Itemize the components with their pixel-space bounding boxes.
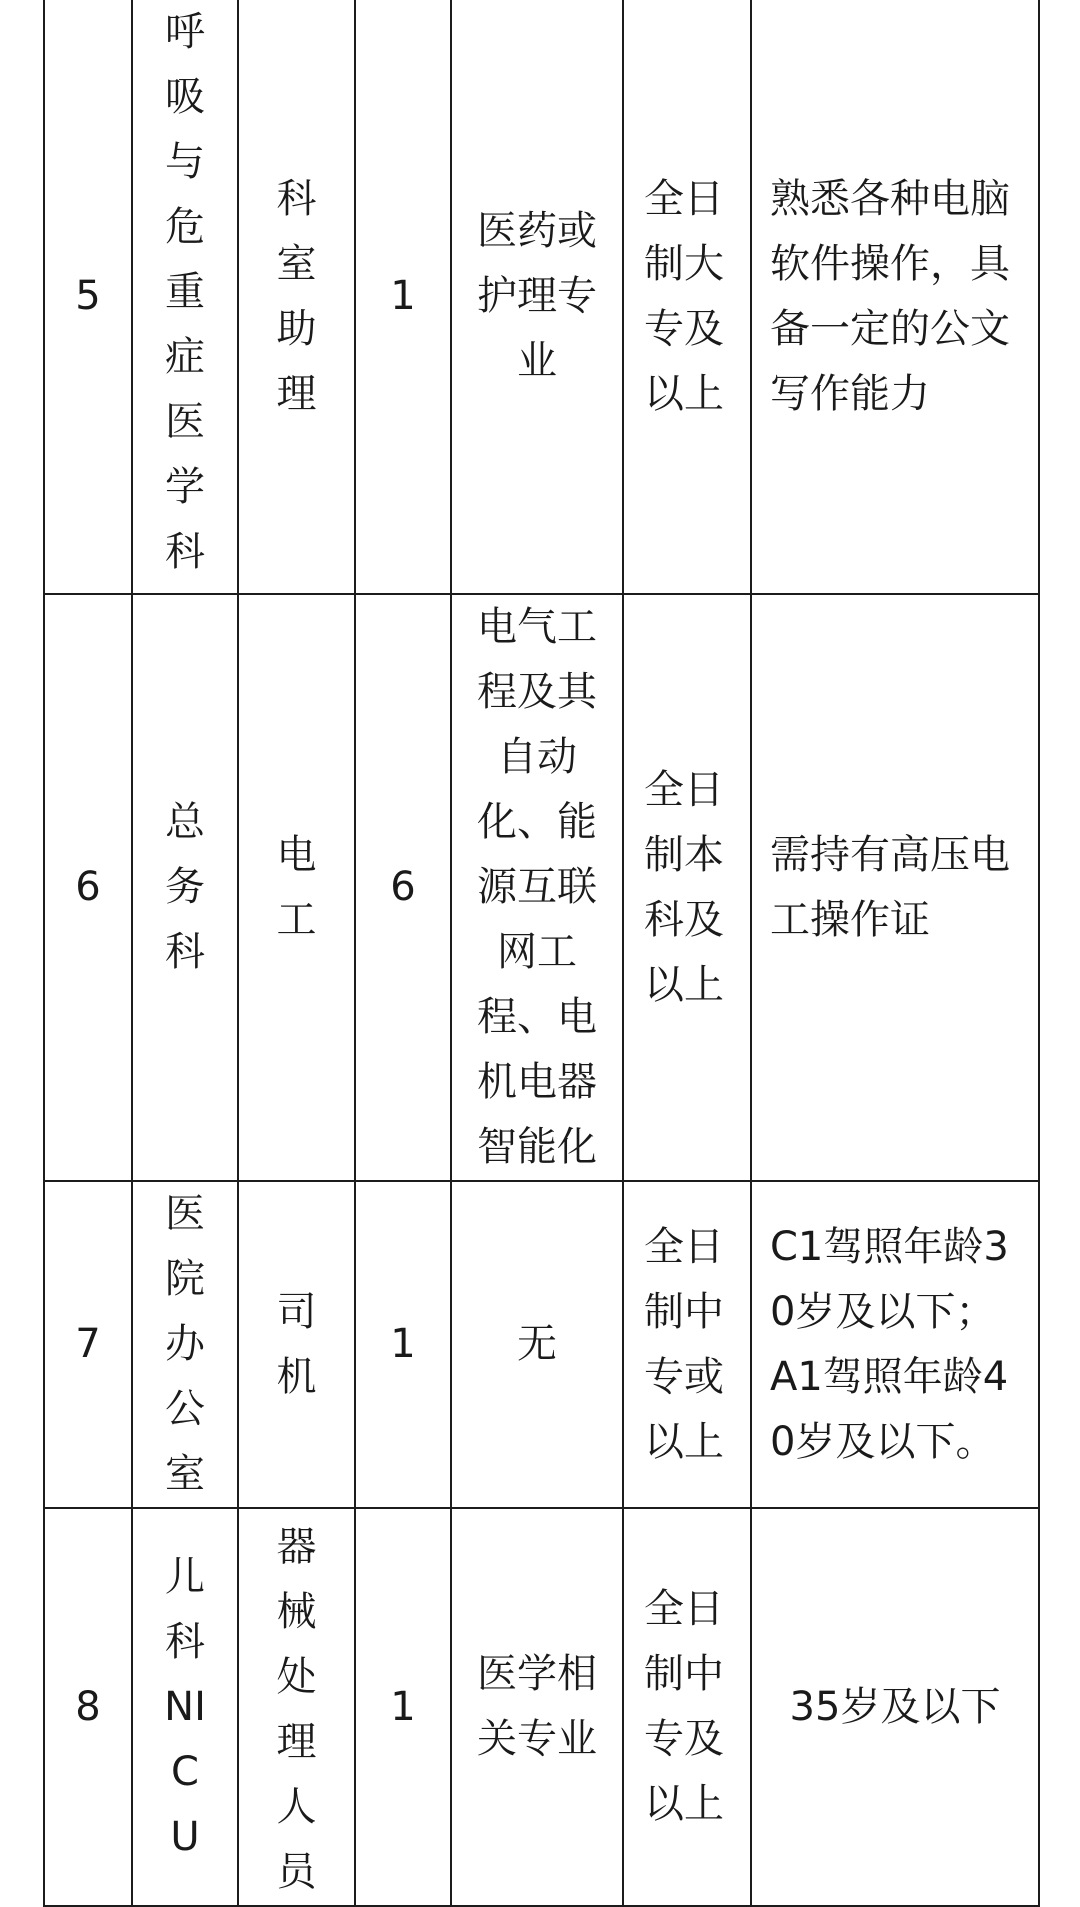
- cell-department: 儿科NICU: [132, 1508, 238, 1906]
- cell-education: 全日制中专及以上: [623, 1508, 751, 1906]
- table-row: [44, 1181, 1039, 1508]
- cell-major: 无: [451, 1181, 623, 1508]
- cell-requirement: 熟悉各种电脑软件操作，具备一定的公文写作能力: [751, 0, 1039, 594]
- cell-number: 7: [44, 1181, 132, 1508]
- cell-requirement: 35岁及以下: [751, 1508, 1039, 1906]
- cell-position: 科室助理: [238, 0, 355, 594]
- cell-number: 8: [44, 1508, 132, 1906]
- cell-department: 总务科: [132, 594, 238, 1181]
- table-row: [44, 0, 1039, 594]
- table-row: [44, 594, 1039, 1181]
- cell-number: 6: [44, 594, 132, 1181]
- recruitment-table: [43, 0, 1040, 1907]
- cell-major: 电气工程及其自动化、能源互联网工程、电机电器智能化: [451, 594, 623, 1181]
- table-row: [44, 1508, 1039, 1906]
- cell-requirement: 需持有高压电工操作证: [751, 594, 1039, 1181]
- cell-position: 电工: [238, 594, 355, 1181]
- cell-education: 全日制中专或以上: [623, 1181, 751, 1508]
- cell-department: 呼吸与危重症医学科: [132, 0, 238, 594]
- cell-number: 5: [44, 0, 132, 594]
- cell-position: 器械处理人员: [238, 1508, 355, 1906]
- cell-major: 医药或护理专业: [451, 0, 623, 594]
- cell-position: 司机: [238, 1181, 355, 1508]
- cell-count: 1: [355, 1181, 451, 1508]
- cell-department: 医院办公室: [132, 1181, 238, 1508]
- cell-count: 1: [355, 1508, 451, 1906]
- cell-education: 全日制本科及以上: [623, 594, 751, 1181]
- cell-education: 全日制大专及以上: [623, 0, 751, 594]
- cell-count: 1: [355, 0, 451, 594]
- cell-major: 医学相关专业: [451, 1508, 623, 1906]
- cell-requirement: C1驾照年龄30岁及以下；A1驾照年龄40岁及以下。: [751, 1181, 1039, 1508]
- cell-count: 6: [355, 594, 451, 1181]
